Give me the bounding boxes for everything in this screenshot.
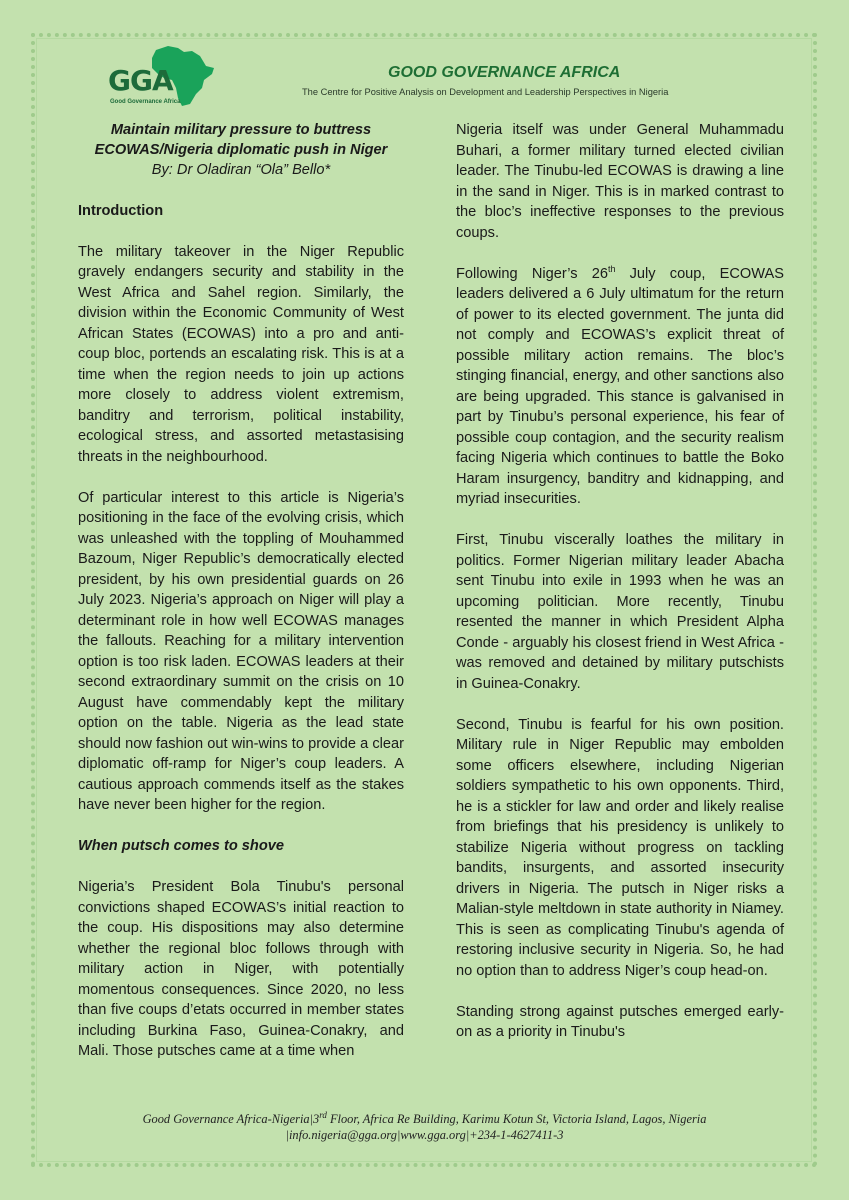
organization-title: GOOD GOVERNANCE AFRICA — [388, 64, 621, 81]
left-column — [78, 120, 404, 1062]
paragraph: The military takeover in the Niger Republic gravely endangers security and stability in the West Africa and Sahel region. Similarly, the division within the Economic Community of West African States (ECOWAS) into a pro and anti-coup bloc, portends an escalating risk. This is at a time when the region needs to join up actions more closely to address violent extremism, banditry and terrorism, political instability, ecological stress, and assorted metastasising threats in the neighbourhood. — [78, 243, 404, 465]
section-heading-putsch: When putsch comes to shove — [78, 838, 284, 854]
text-run: July coup, ECOWAS leaders delivered a 6 July ultimatum for the return of power to its elected government. The junta did not comply and ECOWAS’s explicit threat of possible military action remains. The bloc’s stinging financial, energy, and other sanctions also are being upgraded. This stance is galvanised in part by Tinubu’s personal experience, his fear of possible coup contagion, and the security realism facing Nigeria which continues to battle the Boko Haram insurgency, banditry and kidnapping, and myriad insecurities. — [456, 265, 784, 507]
footer-contacts: |info.nigeria@gga.org|www.gga.org|+234-1-4627411-3 — [285, 1128, 564, 1142]
footer-website-link[interactable]: www.gga.org — [400, 1128, 466, 1142]
article-title-line-1: Maintain military pressure to buttress — [110, 122, 372, 138]
logo-subtext: Good Governance Africa — [110, 99, 181, 105]
superscript: rd — [319, 1109, 327, 1120]
footer — [0, 1111, 849, 1143]
paragraph: Standing strong against putsches emerged early-on as a priority in Tinubu's — [456, 1003, 784, 1040]
footer-phone: +234-1-4627411-3 — [469, 1128, 564, 1142]
logo-wordmark: GGA — [108, 64, 173, 97]
letterhead — [0, 0, 849, 115]
footer-address — [0, 1111, 849, 1127]
article-title — [78, 120, 404, 160]
paragraph: Nigeria’s President Bola Tinubu's personal convictions shaped ECOWAS’s initial reaction to the coup. His dispositions may also determine whether the regional bloc follows through with military action in Niger, with potentially momentous consequences. Since 2020, no less than five coups d’etats occurred in member states including Burkina Faso, Guinea-Conakry, and Mali. Those putsches came at a time when — [78, 879, 404, 1059]
paragraph — [456, 264, 784, 510]
paragraph: Nigeria itself was under General Muhammadu Buhari, a former military turned elected civilian leader. The Tinubu-led ECOWAS is drawing a line in the sand in Niger. This is in marked contrast to the bloc’s ineffective responses to the previous coups. — [456, 122, 784, 241]
superscript: th — [607, 263, 616, 274]
paragraph: Of particular interest to this article is Nigeria’s positioning in the face of the evolving crisis, which was unleashed with the toppling of Mouhammed Bazoum, Niger Republic’s democratically elected president, by his own presidential guards on 26 July 2023. Nigeria’s approach on Niger will play a determinant role in how well ECOWAS manages the fallouts. Reaching for a military intervention option is too risk laden. ECOWAS leaders at their second extraordinary summit on the crisis on 10 August have commendably kept the military option on the table. Nigeria as the lead state should now fashion out win-wins to provide a clear diplomatic off-ramp for Niger’s coup leaders. A cautious approach commends itself as the stakes have never been higher for the region. — [78, 489, 404, 813]
article-title-line-2: ECOWAS/Nigeria diplomatic push in Niger — [94, 142, 388, 158]
organization-tagline: The Centre for Positive Analysis on Development and Leadership Perspectives in Nigeria — [302, 87, 669, 97]
text-run: Good Governance Africa-Nigeria|3 — [142, 1112, 320, 1126]
text-run: Floor, Africa Re Building, Karimu Kotun St, Victoria Island, Lagos, Nigeria — [326, 1112, 707, 1126]
footer-email-link[interactable]: info.nigeria@gga.org — [288, 1128, 397, 1142]
paragraph: First, Tinubu viscerally loathes the military in politics. Former Nigerian military leader Abacha sent Tinubu into exile in 1993 when he was an upcoming politician. More recently, Tinubu resented the manner in which President Alpha Conde - arguably his closest friend in West Africa - was removed and detained by military putschists in Guinea-Conakry. — [456, 532, 784, 692]
gga-logo — [108, 42, 218, 107]
paragraph: Second, Tinubu is fearful for his own position. Military rule in Niger Republic may embolden some officers elsewhere, including Nigerian soldiers sympathetic to his own opponents. Third, he is a stickler for law and order and likely realise from briefings that his presidency is unlikely to stabilize Nigeria without progress on tackling bandits, insurgents, and assorted insecurity drivers in Nigeria. The putsch in Niger risks a Malian-style meltdown in state authority in Niamey. This is seen as complicating Tinubu's agenda of restoring inclusive security in Nigeria. So, he had no option than to address Niger’s coup head-on. — [456, 716, 784, 979]
byline: By: Dr Oladiran “Ola” Bello* — [151, 162, 331, 178]
section-heading-introduction: Introduction — [78, 202, 164, 219]
text-run: Following Niger’s 26 — [456, 265, 608, 282]
right-column — [456, 120, 784, 1043]
